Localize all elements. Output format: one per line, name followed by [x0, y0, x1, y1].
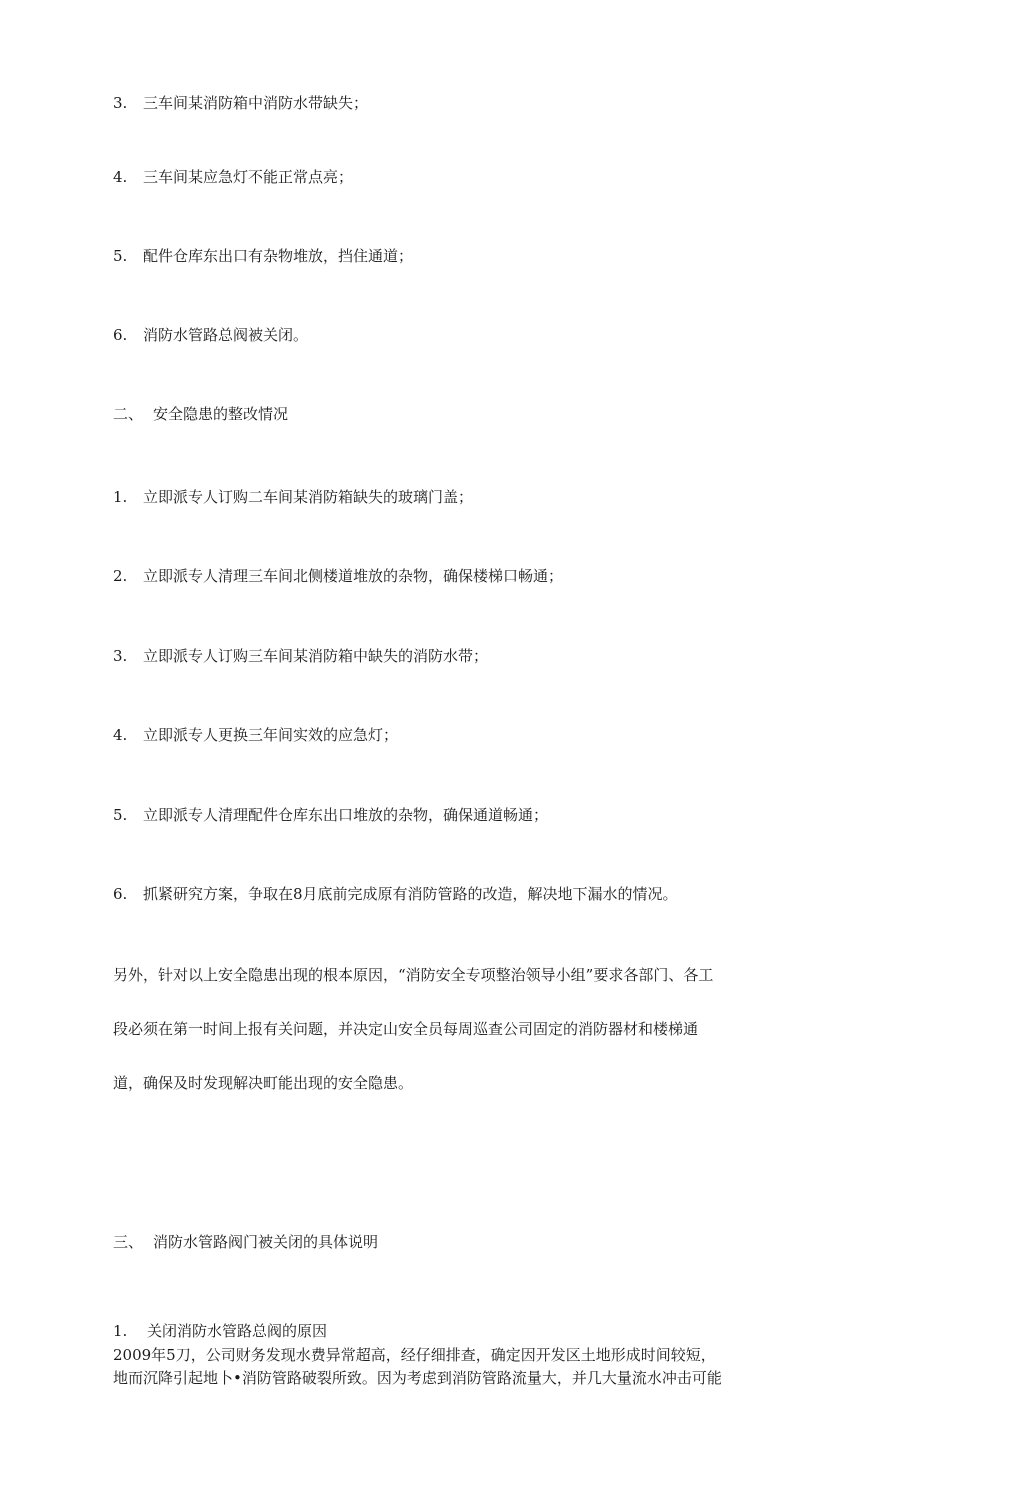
note-line-3: 道，确保及时发现解决町能出现的安全隐患。	[113, 1074, 414, 1092]
note-line-1: 另外，针对以上安全隐患出现的根本原因，“消防安全专项整治领导小组”要求各部门、各工	[113, 966, 714, 984]
item-number: 3.	[113, 94, 128, 112]
item-text: 立即派专人订购三车间某消防箱中缺失的消防水带；	[143, 647, 489, 665]
section-title: 安全隐患的整改情况	[153, 405, 289, 423]
rectification-item-6	[113, 884, 678, 904]
item-text: 立即派专人更换三年间实效的应急灯；	[143, 726, 399, 744]
issue-item-4	[113, 167, 353, 187]
item-text: 三车间某应急灯不能正常点亮；	[143, 168, 354, 186]
item-number: 5.	[113, 247, 128, 265]
section-number: 二、	[113, 405, 144, 423]
item-number: 1.	[113, 1322, 128, 1340]
rectification-item-1	[113, 487, 473, 507]
issue-item-5	[113, 246, 413, 266]
section-title: 消防水管路阀门被关闭的具体说明	[153, 1233, 379, 1251]
item-number: 4.	[113, 726, 128, 744]
item-number: 2.	[113, 567, 128, 585]
section-2-heading	[113, 404, 288, 424]
item-number: 1.	[113, 488, 128, 506]
item-number: 3.	[113, 647, 128, 665]
issue-item-6	[113, 325, 308, 345]
item-text: 消防水管路总阀被关闭。	[143, 326, 309, 344]
issue-item-3	[113, 93, 368, 113]
rectification-item-3	[113, 646, 488, 666]
item-number: 4.	[113, 168, 128, 186]
rectification-item-4	[113, 725, 398, 745]
item-text: 立即派专人订购二车间某消防箱缺失的玻璃门盖；	[143, 488, 474, 506]
item-text: 三车间某消防箱中消防水带缺失；	[143, 94, 369, 112]
section-3-subheading	[113, 1321, 327, 1341]
note-line-2: 段必须在第一时间上报有关问题，并决定山安全员每周巡查公司固定的消防器材和楼梯通	[113, 1020, 699, 1038]
rectification-item-2	[113, 566, 563, 586]
item-text: 配件仓库东出口有杂物堆放，挡住通道；	[143, 247, 414, 265]
body-line-2: 地而沉降引起地卜•消防管路破裂所致。因为考虑到消防管路流量大，并几大量流水冲击可能	[113, 1369, 722, 1387]
section-3-heading	[113, 1232, 378, 1252]
rectification-item-5	[113, 805, 548, 825]
body-line-1: 2009年5刀，公司财务发现水费异常超高，经仔细排查，确定因开发区土地形成时间较短，	[113, 1346, 716, 1364]
item-number: 5.	[113, 806, 128, 824]
item-text: 立即派专人清理配件仓库东出口堆放的杂物，确保通道畅通；	[143, 806, 549, 824]
subheading-title: 关闭消防水管路总阀的原因	[147, 1322, 328, 1340]
item-text: 抓紧研究方案，争取在8月底前完成原有消防管路的改造，解决地下漏水的情况。	[143, 885, 678, 903]
section-number: 三、	[113, 1233, 144, 1251]
item-number: 6.	[113, 885, 128, 903]
item-number: 6.	[113, 326, 128, 344]
item-text: 立即派专人清理三车间北侧楼道堆放的杂物，确保楼梯口畅通；	[143, 567, 564, 585]
